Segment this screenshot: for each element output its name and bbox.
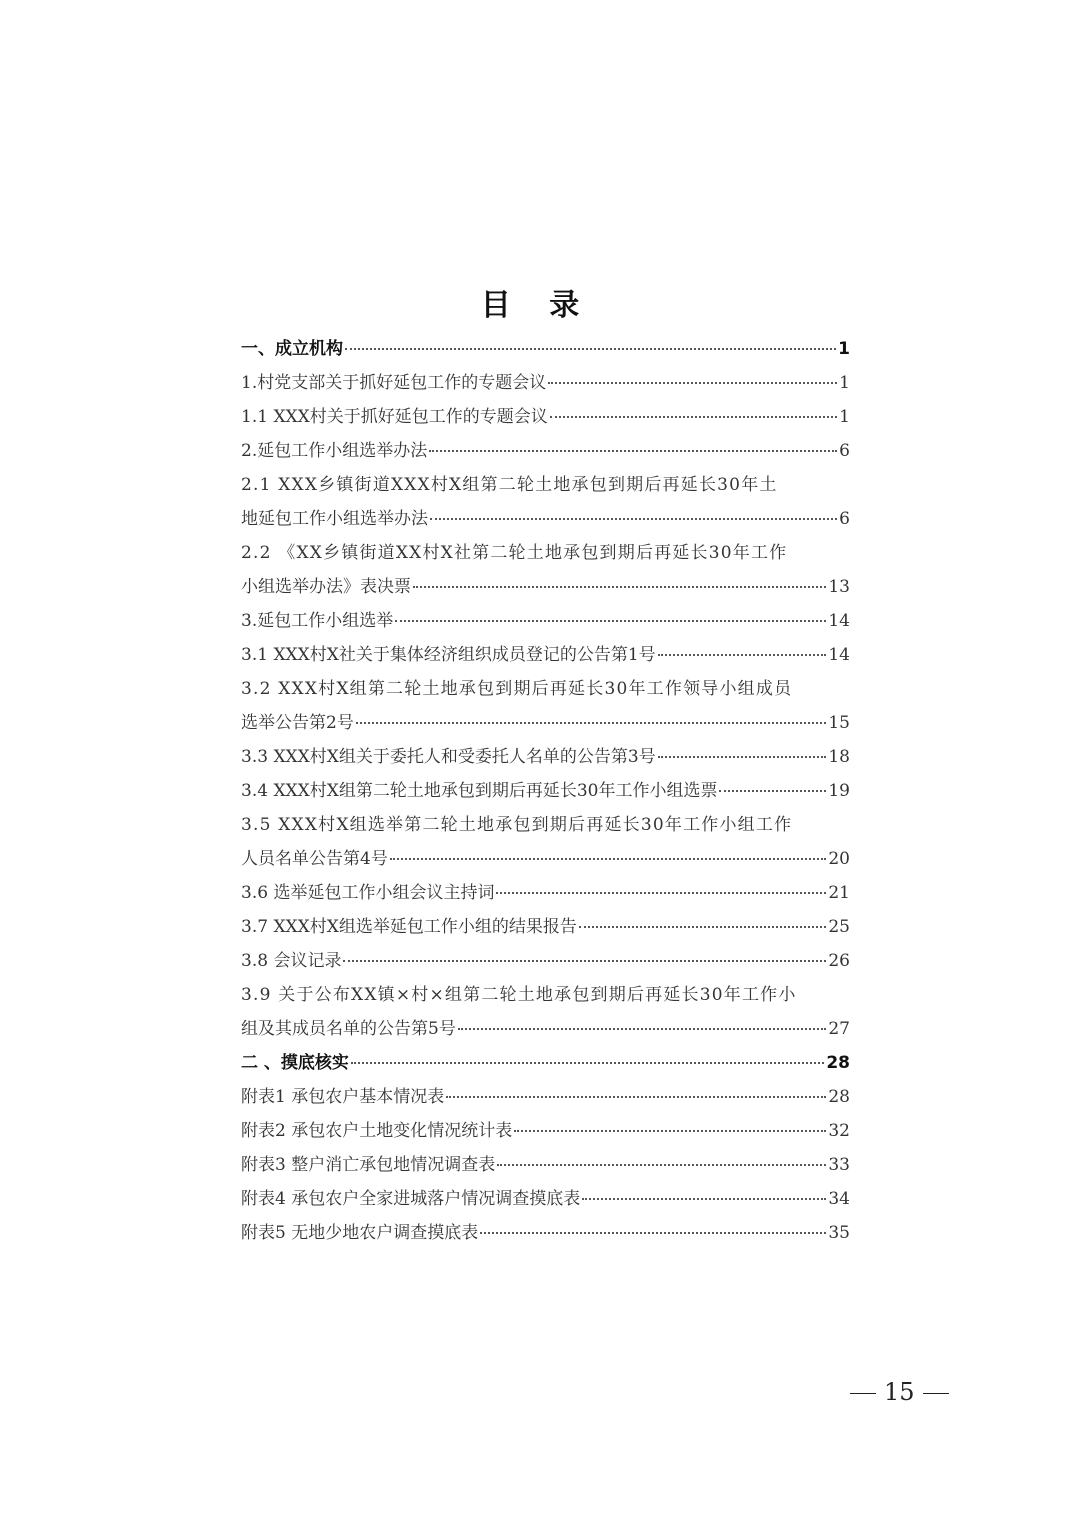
table-of-contents xyxy=(241,332,850,1250)
toc-entry-page: 1 xyxy=(839,407,850,427)
toc-entry-text: 二 、摸底核实 xyxy=(241,1053,349,1073)
toc-entry-text: 3.1 XXX村X社关于集体经济组织成员登记的公告第1号 xyxy=(241,645,656,665)
dot-leader xyxy=(579,926,827,928)
toc-entry-first-line[interactable]: 3.5 XXX村X组选举第二轮土地承包到期后再延长30年工作小组工作 xyxy=(241,815,793,835)
toc-entry-text: 3.4 XXX村X组第二轮土地承包到期后再延长30年工作小组选票 xyxy=(241,781,718,801)
toc-entry-first-line[interactable]: 2.1 XXX乡镇街道XXX村X组第二轮土地承包到期后再延长30年土 xyxy=(241,475,778,495)
toc-entry-text: 组及其成员名单的公告第5号 xyxy=(241,1019,456,1039)
toc-entry[interactable] xyxy=(241,944,850,978)
dot-leader xyxy=(480,1232,826,1234)
toc-entry[interactable] xyxy=(241,1012,850,1046)
toc-entry-page: 33 xyxy=(828,1155,850,1175)
toc-entry-text: 2.延包工作小组选举办法 xyxy=(241,441,428,461)
toc-entry-page: 35 xyxy=(828,1223,850,1243)
dot-leader xyxy=(413,586,826,588)
toc-entry[interactable] xyxy=(241,842,850,876)
toc-entry-first-line[interactable]: 2.2 《XX乡镇街道XX村X社第二轮土地承包到期后再延长30年工作 xyxy=(241,543,788,563)
page-footer xyxy=(842,1378,957,1406)
toc-entry-text: 3.延包工作小组选举 xyxy=(241,611,394,631)
toc-entry[interactable] xyxy=(241,332,850,366)
toc-entry-text: 3.3 XXX村X组关于委托人和受委托人名单的公告第3号 xyxy=(241,747,656,767)
toc-entry[interactable] xyxy=(241,1216,850,1250)
toc-entry-page: 20 xyxy=(828,849,850,869)
toc-entry-page: 28 xyxy=(826,1053,850,1073)
dot-leader xyxy=(429,450,837,452)
toc-entry-first-line[interactable]: 3.2 XXX村X组第二轮土地承包到期后再延长30年工作领导小组成员 xyxy=(241,679,793,699)
dot-leader xyxy=(514,1130,826,1132)
toc-entry[interactable] xyxy=(241,1080,850,1114)
toc-entry-first-line[interactable]: 3.9 关于公布XX镇×村×组第二轮土地承包到期后再延长30年工作小 xyxy=(241,985,797,1005)
toc-entry[interactable] xyxy=(241,366,850,400)
footer-dash-right xyxy=(923,1393,949,1395)
toc-entry-page: 21 xyxy=(828,883,850,903)
toc-entry-text: 附表5 无地少地农户调查摸底表 xyxy=(241,1223,479,1243)
toc-entry-text: 3.7 XXX村X组选举延包工作小组的结果报告 xyxy=(241,917,577,937)
toc-title: 目 录 xyxy=(480,288,594,323)
toc-entry-text: 附表2 承包农户土地变化情况统计表 xyxy=(241,1121,513,1141)
toc-entry-page: 13 xyxy=(828,577,850,597)
dot-leader xyxy=(550,416,837,418)
dot-leader xyxy=(719,790,826,792)
toc-entry[interactable] xyxy=(241,638,850,672)
toc-entry-page: 18 xyxy=(828,747,850,767)
toc-entry[interactable] xyxy=(241,774,850,808)
toc-entry-page: 6 xyxy=(839,441,850,461)
dot-leader xyxy=(497,1164,826,1166)
toc-entry-page: 1 xyxy=(839,373,850,393)
toc-entry[interactable] xyxy=(241,1182,850,1216)
toc-entry-text: 小组选举办法》表决票 xyxy=(241,577,411,597)
toc-entry[interactable] xyxy=(241,910,850,944)
toc-entry-page: 25 xyxy=(828,917,850,937)
toc-entry-text: 3.8 会议记录 xyxy=(241,951,342,971)
toc-entry-page: 6 xyxy=(839,509,850,529)
toc-entry[interactable] xyxy=(241,400,850,434)
toc-entry-page: 32 xyxy=(828,1121,850,1141)
dot-leader xyxy=(390,858,827,860)
dot-leader xyxy=(496,892,826,894)
toc-entry-page: 26 xyxy=(828,951,850,971)
toc-entry[interactable] xyxy=(241,502,850,536)
toc-entry[interactable] xyxy=(241,570,850,604)
dot-leader xyxy=(582,1198,826,1200)
dot-leader xyxy=(430,518,837,520)
toc-entry[interactable] xyxy=(241,434,850,468)
dot-leader xyxy=(356,722,827,724)
toc-entry-text: 附表1 承包农户基本情况表 xyxy=(241,1087,445,1107)
toc-entry-text: 3.6 选举延包工作小组会议主持词 xyxy=(241,883,495,903)
toc-entry-text: 选举公告第2号 xyxy=(241,713,354,733)
toc-entry-text: 地延包工作小组选举办法 xyxy=(241,509,428,529)
toc-entry-page: 19 xyxy=(828,781,850,801)
toc-entry[interactable] xyxy=(241,876,850,910)
footer-dash-left xyxy=(850,1393,876,1395)
dot-leader xyxy=(548,382,837,384)
dot-leader xyxy=(458,1028,827,1030)
page-number: 15 xyxy=(884,1378,915,1406)
toc-entry[interactable] xyxy=(241,1046,850,1080)
dot-leader xyxy=(395,620,826,622)
toc-entry-text: 人员名单公告第4号 xyxy=(241,849,388,869)
toc-entry[interactable] xyxy=(241,1114,850,1148)
dot-leader xyxy=(345,348,836,350)
toc-entry-page: 34 xyxy=(828,1189,850,1209)
toc-entry-text: 一、成立机构 xyxy=(241,339,343,359)
toc-entry-text: 附表3 整户消亡承包地情况调查表 xyxy=(241,1155,496,1175)
toc-entry-text: 1.村党支部关于抓好延包工作的专题会议 xyxy=(241,373,547,393)
toc-entry-text: 1.1 XXX村关于抓好延包工作的专题会议 xyxy=(241,407,548,427)
toc-entry-page: 1 xyxy=(838,339,850,359)
dot-leader xyxy=(351,1062,824,1064)
dot-leader xyxy=(658,654,827,656)
toc-entry-page: 28 xyxy=(828,1087,850,1107)
toc-entry[interactable] xyxy=(241,604,850,638)
toc-entry-page: 14 xyxy=(828,611,850,631)
toc-entry-page: 27 xyxy=(828,1019,850,1039)
toc-entry-page: 15 xyxy=(828,713,850,733)
toc-entry[interactable] xyxy=(241,740,850,774)
dot-leader xyxy=(446,1096,826,1098)
toc-entry-page: 14 xyxy=(828,645,850,665)
dot-leader xyxy=(658,756,827,758)
dot-leader xyxy=(343,960,826,962)
toc-entry[interactable] xyxy=(241,1148,850,1182)
toc-entry[interactable] xyxy=(241,706,850,740)
toc-entry-text: 附表4 承包农户全家进城落户情况调查摸底表 xyxy=(241,1189,581,1209)
